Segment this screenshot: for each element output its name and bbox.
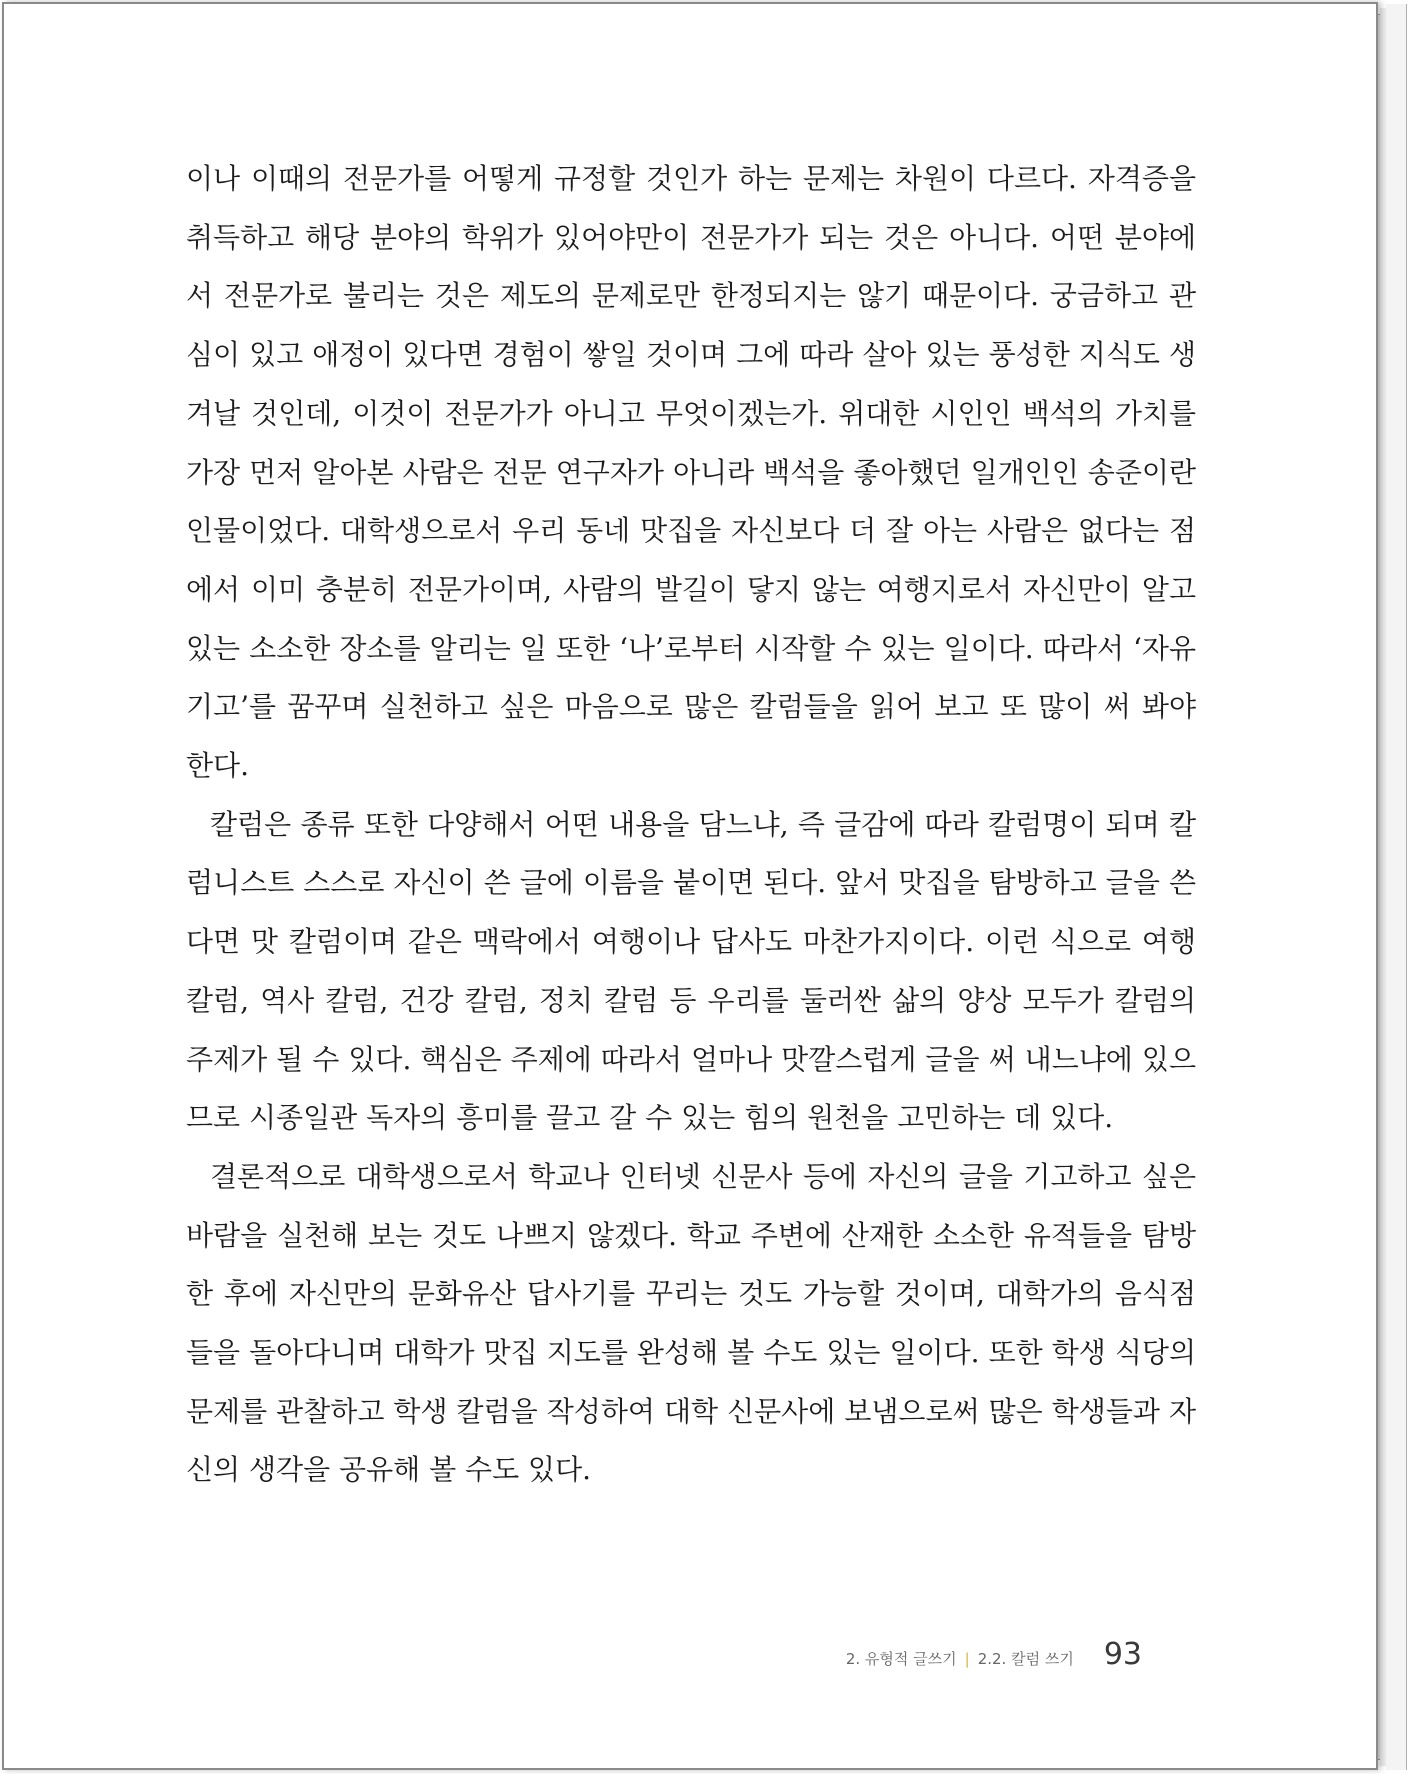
page-body bbox=[186, 150, 1196, 1500]
paragraph: 칼럼은 종류 또한 다양해서 어떤 내용을 담느냐, 즉 글감에 따라 칼럼명이 되며 칼럼니스트 스스로 자신이 쓴 글에 이름을 붙이면 된다. 앞서 맛집을 탐방하고 글을 쓴다면 맛 칼럼이며 같은 맥락에서 여행이나 답사도 마찬가지이다. 이런 식으로 여행 칼럼, 역사 칼럼, 건강 칼럼, 정치 칼럼 등 우리를 둘러싼 삶의 양상 모두가 칼럼의 주제가 될 수 있다. 핵심은 주제에 따라서 얼마나 맛깔스럽게 글을 써 내느냐에 있으므로 시종일관 독자의 흥미를 끌고 갈 수 있는 힘의 원천을 고민하는 데 있다. bbox=[186, 807, 1196, 1135]
footer-separator: | bbox=[964, 1650, 970, 1668]
paragraph: 이나 이때의 전문가를 어떻게 규정할 것인가 하는 문제는 차원이 다르다. 자격증을 취득하고 해당 분야의 학위가 있어야만이 전문가가 되는 것은 아니다. 어떤 분야에서 전문가로 불리는 것은 제도의 문제로만 한정되지는 않기 때문이다. 궁금하고 관심이 있고 애정이 있다면 경험이 쌓일 것이며 그에 따라 살아 있는 풍성한 지식도 생겨날 것인데, 이것이 전문가가 아니고 무엇이겠는가. 위대한 시인인 백석의 가치를 가장 먼저 알아본 사람은 전문 연구자가 아니라 백석을 좋아했던 일개인인 송준이란 인물이었다. 대학생으로서 우리 동네 맛집을 자신보다 더 잘 아는 사람은 없다는 점에서 이미 충분히 전문가이며, 사람의 발길이 닿지 않는 여행지로서 자신만이 알고 있는 소소한 장소를 알리는 일 또한 ‘나’로부터 시작할 수 있는 일이다. 따라서 ‘자유 기고’를 꿈꾸며 실천하고 싶은 마음으로 많은 칼럼들을 읽어 보고 또 많이 써 봐야 한다. bbox=[186, 162, 1196, 783]
paragraph: 결론적으로 대학생으로서 학교나 인터넷 신문사 등에 자신의 글을 기고하고 싶은 바람을 실천해 보는 것도 나쁘지 않겠다. 학교 주변에 산재한 소소한 유적들을 탐방한 후에 자신만의 문화유산 답사기를 꾸리는 것도 가능할 것이며, 대학가의 음식점들을 돌아다니며 대학가 맛집 지도를 완성해 볼 수도 있는 일이다. 또한 학생 식당의 문제를 관찰하고 학생 칼럼을 작성하여 대학 신문사에 보냄으로써 많은 학생들과 자신의 생각을 공유해 볼 수도 있다. bbox=[186, 1159, 1196, 1487]
footer-section: 2.2. 칼럼 쓰기 bbox=[977, 1650, 1074, 1668]
running-footer bbox=[846, 1637, 1142, 1672]
footer-chapter: 2. 유형적 글쓰기 bbox=[845, 1650, 957, 1668]
page-edge bbox=[1386, 4, 1407, 1770]
page-number: 93 bbox=[1103, 1637, 1142, 1672]
book-page bbox=[2, 2, 1378, 1770]
